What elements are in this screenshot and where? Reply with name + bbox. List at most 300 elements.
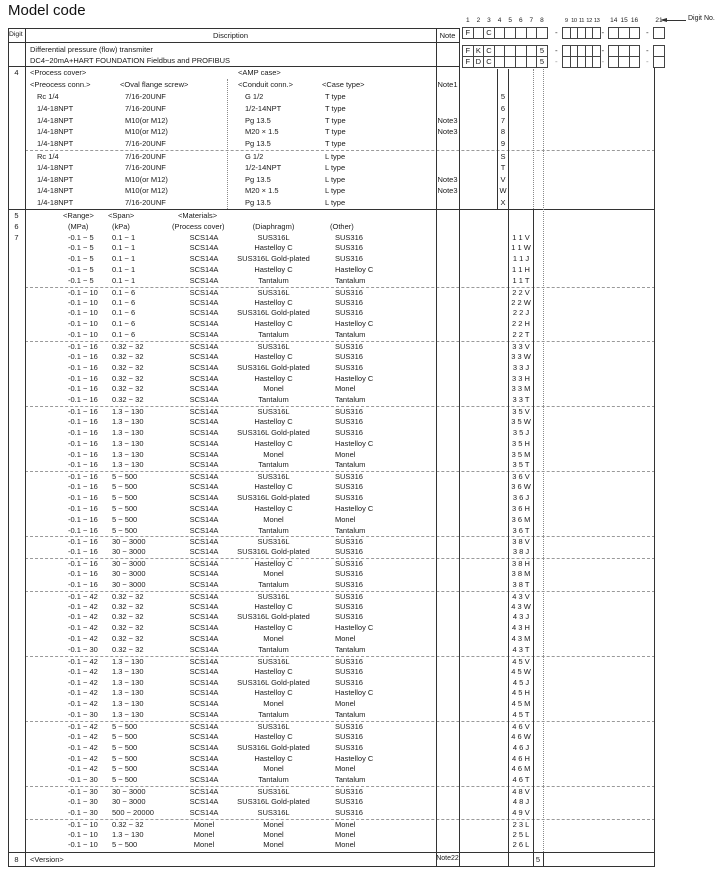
range-value: -0.1 ~ 10 bbox=[68, 319, 98, 329]
range-value: -0.1 ~ 16 bbox=[68, 514, 98, 524]
digit4-code-value: W bbox=[499, 186, 507, 196]
range-value: -0.1 ~ 16 bbox=[68, 472, 98, 482]
range-code-value: 2 3 L bbox=[512, 819, 530, 829]
range-value: -0.1 ~ 16 bbox=[68, 395, 98, 405]
span-value: 5 ~ 500 bbox=[112, 482, 138, 492]
diaphragm-material: Monel bbox=[263, 699, 284, 709]
diaphragm-material: Tantalum bbox=[258, 645, 289, 655]
range-value: -0.1 ~ 16 bbox=[68, 460, 98, 470]
diaphragm-material: Tantalum bbox=[258, 775, 289, 785]
range-code-value: 4 6 H bbox=[512, 753, 530, 763]
oval-flange-screw-value: 7/16-20UNF bbox=[125, 92, 166, 101]
range-code-value: 1 1 T bbox=[512, 275, 530, 285]
process-conn-value: 1/4-18NPT bbox=[37, 103, 74, 113]
diaphragm-material: Tantalum bbox=[258, 525, 289, 535]
range-code-value: 4 6 M bbox=[511, 764, 531, 774]
other-material: Hastelloy C bbox=[335, 373, 374, 383]
other-material: SUS316 bbox=[335, 342, 363, 352]
range-value: -0.1 ~ 16 bbox=[68, 525, 98, 535]
other-material: Hastelloy C bbox=[335, 319, 374, 329]
process-cover-material: SCS14A bbox=[189, 427, 219, 437]
process-cover-material: SCS14A bbox=[189, 677, 219, 687]
oval-flange-screw-value: 7/16-20UNF bbox=[125, 152, 166, 161]
range-row bbox=[25, 460, 655, 471]
range-row bbox=[25, 667, 655, 678]
digit-label-row bbox=[462, 15, 677, 27]
diaphragm-material: Hastelloy C bbox=[254, 265, 293, 275]
other-material: SUS316 bbox=[335, 656, 363, 666]
other-material: Tantalum bbox=[335, 645, 366, 655]
range-code-value: 2 6 L bbox=[512, 840, 530, 850]
process-cover-material: SCS14A bbox=[189, 634, 219, 644]
range-value: -0.1 ~ 30 bbox=[68, 775, 98, 785]
process-cover-material: SCS14A bbox=[189, 579, 219, 589]
other-material: Monel bbox=[335, 449, 356, 459]
range-code-value: 2 2 H bbox=[512, 319, 530, 329]
range-code-value: 3 6 V bbox=[512, 472, 530, 482]
section567-subheader-diaphragm: (Diaphragm) bbox=[252, 221, 295, 231]
digit-7-label: 7 bbox=[14, 232, 19, 242]
diaphragm-material: Tantalum bbox=[258, 579, 289, 589]
process-cover-material: SCS14A bbox=[189, 797, 219, 807]
span-value: 30 ~ 3000 bbox=[112, 537, 146, 547]
range-code-value: 3 8 T bbox=[512, 579, 530, 589]
other-material: SUS316 bbox=[335, 493, 363, 503]
conduit-conn-value: 1/2-14NPT bbox=[245, 103, 282, 113]
digit4-code-column-left-line bbox=[497, 69, 498, 209]
digit-box-21 bbox=[653, 56, 665, 68]
note-value: Note3 bbox=[437, 174, 458, 184]
other-material: Tantalum bbox=[335, 395, 366, 405]
code-column-right-line bbox=[533, 209, 534, 866]
range-row bbox=[25, 417, 655, 428]
span-value: 0.32 ~ 32 bbox=[112, 623, 144, 633]
digit-boxes-1-8: F K C 5 bbox=[462, 45, 548, 57]
range-row bbox=[25, 634, 655, 645]
table-left-border bbox=[8, 28, 9, 866]
range-code-value: 2 2 T bbox=[512, 330, 530, 340]
range-value: -0.1 ~ 10 bbox=[68, 829, 98, 839]
range-value: -0.1 ~ 42 bbox=[68, 634, 98, 644]
range-row bbox=[25, 602, 655, 613]
process-cover-material: SCS14A bbox=[189, 525, 219, 535]
digit7-dotted-line bbox=[533, 69, 534, 209]
range-row bbox=[25, 710, 655, 721]
range-code-value: 2 2 J bbox=[512, 308, 530, 318]
code-region-right-line bbox=[654, 68, 655, 866]
span-value: 0.1 ~ 6 bbox=[112, 297, 136, 307]
other-material: Hastelloy C bbox=[335, 623, 374, 633]
table-top-border bbox=[8, 28, 459, 29]
range-value: -0.1 ~ 42 bbox=[68, 742, 98, 752]
other-material: Tantalum bbox=[335, 525, 366, 535]
span-value: 1.3 ~ 130 bbox=[112, 407, 144, 417]
range-value: -0.1 ~ 42 bbox=[68, 731, 98, 741]
section567-header-materials: <Materials> bbox=[178, 210, 218, 220]
range-value: -0.1 ~ 42 bbox=[68, 722, 98, 732]
span-value: 5 ~ 500 bbox=[112, 493, 138, 503]
diaphragm-material: Hastelloy C bbox=[254, 688, 293, 698]
span-value: 5 ~ 500 bbox=[112, 731, 138, 741]
other-material: Monel bbox=[335, 514, 356, 524]
range-row bbox=[25, 233, 655, 244]
range-row bbox=[25, 754, 655, 765]
digit4-code-value: 8 bbox=[500, 127, 506, 137]
range-value: -0.1 ~ 5 bbox=[68, 243, 94, 253]
amp-case-dotted-divider bbox=[227, 79, 228, 209]
process-cover-material: Monel bbox=[193, 829, 215, 839]
span-value: 1.3 ~ 130 bbox=[112, 427, 144, 437]
range-value: -0.1 ~ 30 bbox=[68, 797, 98, 807]
span-value: 1.3 ~ 130 bbox=[112, 449, 144, 459]
range-row bbox=[25, 775, 655, 786]
range-code-value: 4 6 J bbox=[512, 742, 530, 752]
oval-flange-screw-value: 7/16-20UNF bbox=[125, 139, 166, 149]
note-value: Note3 bbox=[437, 115, 458, 125]
span-value: 0.32 ~ 32 bbox=[112, 395, 144, 405]
span-value: 0.1 ~ 1 bbox=[112, 243, 136, 253]
span-value: 0.1 ~ 1 bbox=[112, 275, 136, 285]
code-column-left-line bbox=[508, 69, 509, 866]
range-value: -0.1 ~ 16 bbox=[68, 384, 98, 394]
span-value: 30 ~ 3000 bbox=[112, 569, 146, 579]
range-code-value: 3 3 V bbox=[512, 342, 530, 352]
process-cover-row bbox=[25, 138, 655, 150]
digit4-code-value: T bbox=[500, 162, 506, 172]
diaphragm-material: SUS316L bbox=[257, 232, 290, 242]
process-cover-material: SCS14A bbox=[189, 373, 219, 383]
diaphragm-material: Tantalum bbox=[258, 330, 289, 340]
range-value: -0.1 ~ 16 bbox=[68, 537, 98, 547]
other-material: SUS316 bbox=[335, 742, 363, 752]
range-value: -0.1 ~ 16 bbox=[68, 579, 98, 589]
process-cover-row bbox=[25, 197, 655, 209]
range-row bbox=[25, 319, 655, 330]
other-material: SUS316 bbox=[335, 666, 363, 676]
range-row bbox=[25, 623, 655, 634]
other-material: SUS316 bbox=[335, 787, 363, 797]
process-conn-value: 1/4-18NPT bbox=[37, 115, 74, 125]
process-cover-material: SCS14A bbox=[189, 275, 219, 285]
digit-5-label: 5 bbox=[14, 210, 19, 220]
process-cover-material: SCS14A bbox=[189, 395, 219, 405]
digit-box-21 bbox=[653, 27, 665, 39]
process-cover-row bbox=[25, 103, 655, 115]
range-code-value: 3 6 W bbox=[511, 482, 531, 492]
range-code-value: 4 5 W bbox=[511, 666, 531, 676]
range-value: -0.1 ~ 42 bbox=[68, 612, 98, 622]
section4-bottom-border bbox=[8, 209, 655, 210]
diaphragm-material: Monel bbox=[263, 819, 284, 829]
conduit-conn-value: 1/2-14NPT bbox=[245, 162, 282, 172]
section567-subheader-other: (Other) bbox=[330, 221, 354, 231]
diaphragm-material: SUS316L bbox=[257, 656, 290, 666]
range-code-value: 2 2 W bbox=[511, 297, 531, 307]
conduit-conn-value: Pg 13.5 bbox=[245, 174, 271, 184]
case-type-value: L type bbox=[325, 174, 346, 184]
process-cover-material: SCS14A bbox=[189, 601, 219, 611]
range-code-value: 1 1 J bbox=[512, 254, 530, 264]
diaphragm-material: Monel bbox=[263, 634, 284, 644]
span-value: 0.32 ~ 32 bbox=[112, 645, 144, 655]
other-material: SUS316 bbox=[335, 591, 363, 601]
process-conn-value: 1/4-18NPT bbox=[37, 139, 74, 149]
other-material: SUS316 bbox=[335, 427, 363, 437]
range-code-value: 3 3 H bbox=[512, 373, 530, 383]
process-cover-material: SCS14A bbox=[189, 742, 219, 752]
other-material: SUS316 bbox=[335, 797, 363, 807]
process-cover-material: SCS14A bbox=[189, 503, 219, 513]
range-value: -0.1 ~ 16 bbox=[68, 427, 98, 437]
range-value: -0.1 ~ 16 bbox=[68, 362, 98, 372]
diaphragm-material: Hastelloy C bbox=[254, 351, 293, 361]
span-value: 0.32 ~ 32 bbox=[112, 634, 144, 644]
section4-note1: Note1 bbox=[437, 80, 458, 89]
range-value: -0.1 ~ 10 bbox=[68, 297, 98, 307]
diaphragm-material: Hastelloy C bbox=[254, 623, 293, 633]
diaphragm-material: Hastelloy C bbox=[254, 297, 293, 307]
range-code-value: 4 8 V bbox=[512, 787, 530, 797]
process-cover-row bbox=[25, 91, 655, 103]
case-type-value: T type bbox=[325, 115, 346, 125]
diaphragm-material: Hastelloy C bbox=[254, 438, 293, 448]
span-value: 30 ~ 3000 bbox=[112, 579, 146, 589]
span-value: 1.3 ~ 130 bbox=[112, 677, 144, 687]
section567-header-range: <Range> bbox=[63, 210, 94, 220]
diaphragm-material: SUS316L bbox=[257, 722, 290, 732]
range-row bbox=[25, 819, 655, 830]
other-material: SUS316 bbox=[335, 722, 363, 732]
process-conn-value: 1/4-18NPT bbox=[37, 198, 74, 208]
diaphragm-material: SUS316L Gold-plated bbox=[237, 742, 310, 752]
other-material: SUS316 bbox=[335, 731, 363, 741]
process-conn-value: 1/4-18NPT bbox=[37, 174, 74, 184]
conduit-conn-value: G 1/2 bbox=[245, 92, 264, 101]
case-type-value: T type bbox=[325, 127, 346, 137]
range-value: -0.1 ~ 10 bbox=[68, 287, 98, 297]
diaphragm-material: Monel bbox=[263, 840, 284, 850]
digit-box-row: F C - - - bbox=[462, 27, 677, 39]
process-cover-material: SCS14A bbox=[189, 232, 219, 242]
range-code-value: 3 3 M bbox=[511, 384, 531, 394]
span-value: 0.1 ~ 1 bbox=[112, 265, 136, 275]
section567-header-span: <Span> bbox=[108, 210, 135, 220]
range-code-value: 1 1 H bbox=[512, 265, 530, 275]
diaphragm-material: Hastelloy C bbox=[254, 559, 293, 569]
range-row bbox=[25, 352, 655, 363]
other-material: SUS316 bbox=[335, 677, 363, 687]
range-code-value: 4 5 H bbox=[512, 688, 530, 698]
range-row bbox=[25, 580, 655, 591]
case-type-value: L type bbox=[325, 186, 346, 196]
other-material: SUS316 bbox=[335, 601, 363, 611]
digit-box-row: F D C 5 - - - bbox=[462, 56, 677, 68]
range-value: -0.1 ~ 16 bbox=[68, 449, 98, 459]
range-row bbox=[25, 526, 655, 537]
span-value: 5 ~ 500 bbox=[112, 525, 138, 535]
diaphragm-material: SUS316L bbox=[257, 787, 290, 797]
section567-subheader-mpa: (MPa) bbox=[68, 221, 89, 231]
range-code-value: 3 8 H bbox=[512, 559, 530, 569]
digit-boxes-1-8: F D C 5 bbox=[462, 56, 548, 68]
process-cover-material: SCS14A bbox=[189, 482, 219, 492]
digit-label-21: 21 bbox=[655, 17, 663, 24]
oval-flange-screw-value: M10(or M12) bbox=[125, 127, 168, 137]
diaphragm-material: Hastelloy C bbox=[254, 666, 293, 676]
span-value: 1.3 ~ 130 bbox=[112, 417, 144, 427]
range-row bbox=[25, 254, 655, 265]
process-cover-material: Monel bbox=[193, 840, 215, 850]
column-header-note: Note bbox=[439, 31, 456, 40]
process-cover-material: SCS14A bbox=[189, 362, 219, 372]
conduit-conn-value: M20 × 1.5 bbox=[245, 186, 279, 196]
span-value: 5 ~ 500 bbox=[112, 742, 138, 752]
other-material: SUS316 bbox=[335, 297, 363, 307]
other-material: Monel bbox=[335, 699, 356, 709]
span-value: 0.32 ~ 32 bbox=[112, 612, 144, 622]
process-cover-material: SCS14A bbox=[189, 472, 219, 482]
span-value: 0.32 ~ 32 bbox=[112, 351, 144, 361]
process-cover-material: SCS14A bbox=[189, 710, 219, 720]
other-material: SUS316 bbox=[335, 569, 363, 579]
range-code-value: 1 1 W bbox=[511, 243, 531, 253]
range-value: -0.1 ~ 16 bbox=[68, 503, 98, 513]
process-cover-row bbox=[25, 126, 655, 138]
diaphragm-material: SUS316L bbox=[257, 807, 290, 817]
product-description-line2: DC4~20mA+HART FOUNDATION Fieldbus and PROFIBUS bbox=[30, 55, 231, 65]
other-material: Hastelloy C bbox=[335, 265, 374, 275]
span-value: 1.3 ~ 130 bbox=[112, 710, 144, 720]
range-code-value: 3 3 J bbox=[512, 362, 530, 372]
other-material: SUS316 bbox=[335, 308, 363, 318]
range-value: -0.1 ~ 42 bbox=[68, 753, 98, 763]
process-cover-material: SCS14A bbox=[189, 537, 219, 547]
span-value: 1.3 ~ 130 bbox=[112, 829, 144, 839]
span-value: 5 ~ 500 bbox=[112, 764, 138, 774]
range-value: -0.1 ~ 42 bbox=[68, 688, 98, 698]
diaphragm-material: Hastelloy C bbox=[254, 503, 293, 513]
span-value: 1.3 ~ 130 bbox=[112, 460, 144, 470]
range-value: -0.1 ~ 16 bbox=[68, 373, 98, 383]
range-code-value: 4 5 V bbox=[512, 656, 530, 666]
range-row bbox=[25, 699, 655, 710]
range-value: -0.1 ~ 30 bbox=[68, 710, 98, 720]
diaphragm-material: SUS316L Gold-plated bbox=[237, 308, 310, 318]
digit-no-arrow-line bbox=[667, 20, 686, 21]
range-code-value: 4 5 M bbox=[511, 699, 531, 709]
span-value: 1.3 ~ 130 bbox=[112, 688, 144, 698]
diaphragm-material: Hastelloy C bbox=[254, 482, 293, 492]
diaphragm-material: SUS316L bbox=[257, 537, 290, 547]
span-value: 0.1 ~ 1 bbox=[112, 254, 136, 264]
other-material: SUS316 bbox=[335, 287, 363, 297]
span-value: 5 ~ 500 bbox=[112, 722, 138, 732]
process-cover-material: SCS14A bbox=[189, 243, 219, 253]
span-value: 30 ~ 3000 bbox=[112, 547, 146, 557]
range-value: -0.1 ~ 5 bbox=[68, 265, 94, 275]
diaphragm-material: SUS316L Gold-plated bbox=[237, 427, 310, 437]
process-cover-material: SCS14A bbox=[189, 775, 219, 785]
process-cover-material: SCS14A bbox=[189, 417, 219, 427]
process-cover-material: SCS14A bbox=[189, 623, 219, 633]
section4-subheader-conduit-conn: <Conduit conn.> bbox=[238, 80, 294, 89]
range-value: -0.1 ~ 42 bbox=[68, 623, 98, 633]
range-code-value: 3 5 T bbox=[512, 460, 530, 470]
range-row bbox=[25, 515, 655, 526]
range-row bbox=[25, 276, 655, 287]
digit4-code-value: 5 bbox=[500, 92, 506, 101]
range-code-value: 3 5 W bbox=[511, 417, 531, 427]
span-value: 0.1 ~ 6 bbox=[112, 319, 136, 329]
range-code-value: 3 8 J bbox=[512, 547, 530, 557]
span-value: 1.3 ~ 130 bbox=[112, 438, 144, 448]
range-row bbox=[25, 678, 655, 689]
span-value: 5 ~ 500 bbox=[112, 775, 138, 785]
digit-4-label: 4 bbox=[14, 68, 19, 77]
column-header-description: Discription bbox=[212, 31, 248, 40]
range-row bbox=[25, 287, 655, 298]
process-cover-material: SCS14A bbox=[189, 342, 219, 352]
range-code-value: 2 5 L bbox=[512, 829, 530, 839]
digit-boxes-14-16 bbox=[608, 56, 640, 68]
other-material: Monel bbox=[335, 384, 356, 394]
process-cover-material: SCS14A bbox=[189, 645, 219, 655]
range-row bbox=[25, 786, 655, 797]
span-value: 30 ~ 3000 bbox=[112, 797, 146, 807]
section4-subheader-case-type: <Case type> bbox=[322, 80, 365, 89]
process-cover-material: SCS14A bbox=[189, 656, 219, 666]
version-code-value: 5 bbox=[535, 855, 541, 864]
range-value: -0.1 ~ 16 bbox=[68, 493, 98, 503]
diaphragm-material: SUS316L Gold-plated bbox=[237, 254, 310, 264]
range-row bbox=[25, 504, 655, 515]
other-material: Hastelloy C bbox=[335, 688, 374, 698]
other-material: SUS316 bbox=[335, 417, 363, 427]
range-value: -0.1 ~ 42 bbox=[68, 601, 98, 611]
version-code-box-line bbox=[543, 852, 544, 866]
diaphragm-material: Monel bbox=[263, 514, 284, 524]
other-material: Monel bbox=[335, 634, 356, 644]
range-row bbox=[25, 830, 655, 841]
section4-subheader-process-conn: <Preocess conn.> bbox=[30, 80, 91, 89]
process-cover-material: SCS14A bbox=[189, 460, 219, 470]
diaphragm-material: Monel bbox=[263, 569, 284, 579]
range-row bbox=[25, 406, 655, 417]
process-cover-material: SCS14A bbox=[189, 493, 219, 503]
process-cover-material: SCS14A bbox=[189, 351, 219, 361]
span-value: 5 ~ 500 bbox=[112, 753, 138, 763]
span-value: 0.32 ~ 32 bbox=[112, 601, 144, 611]
process-cover-row bbox=[25, 185, 655, 197]
section567-subheader-process-cover: (Process cover) bbox=[172, 221, 225, 231]
digit8-dotted-line bbox=[543, 69, 544, 852]
other-material: SUS316 bbox=[335, 482, 363, 492]
process-cover-material: SCS14A bbox=[189, 265, 219, 275]
process-cover-material: SCS14A bbox=[189, 764, 219, 774]
span-value: 0.1 ~ 6 bbox=[112, 330, 136, 340]
digit-boxes-9-13 bbox=[562, 27, 601, 39]
case-type-value: L type bbox=[325, 198, 346, 208]
range-row bbox=[25, 656, 655, 667]
process-conn-value: 1/4-18NPT bbox=[37, 162, 74, 172]
case-type-value: T type bbox=[325, 92, 346, 101]
range-code-value: 3 5 V bbox=[512, 407, 530, 417]
range-row bbox=[25, 384, 655, 395]
range-value: -0.1 ~ 16 bbox=[68, 569, 98, 579]
process-cover-material: SCS14A bbox=[189, 688, 219, 698]
diaphragm-material: SUS316L bbox=[257, 472, 290, 482]
range-value: -0.1 ~ 5 bbox=[68, 275, 94, 285]
